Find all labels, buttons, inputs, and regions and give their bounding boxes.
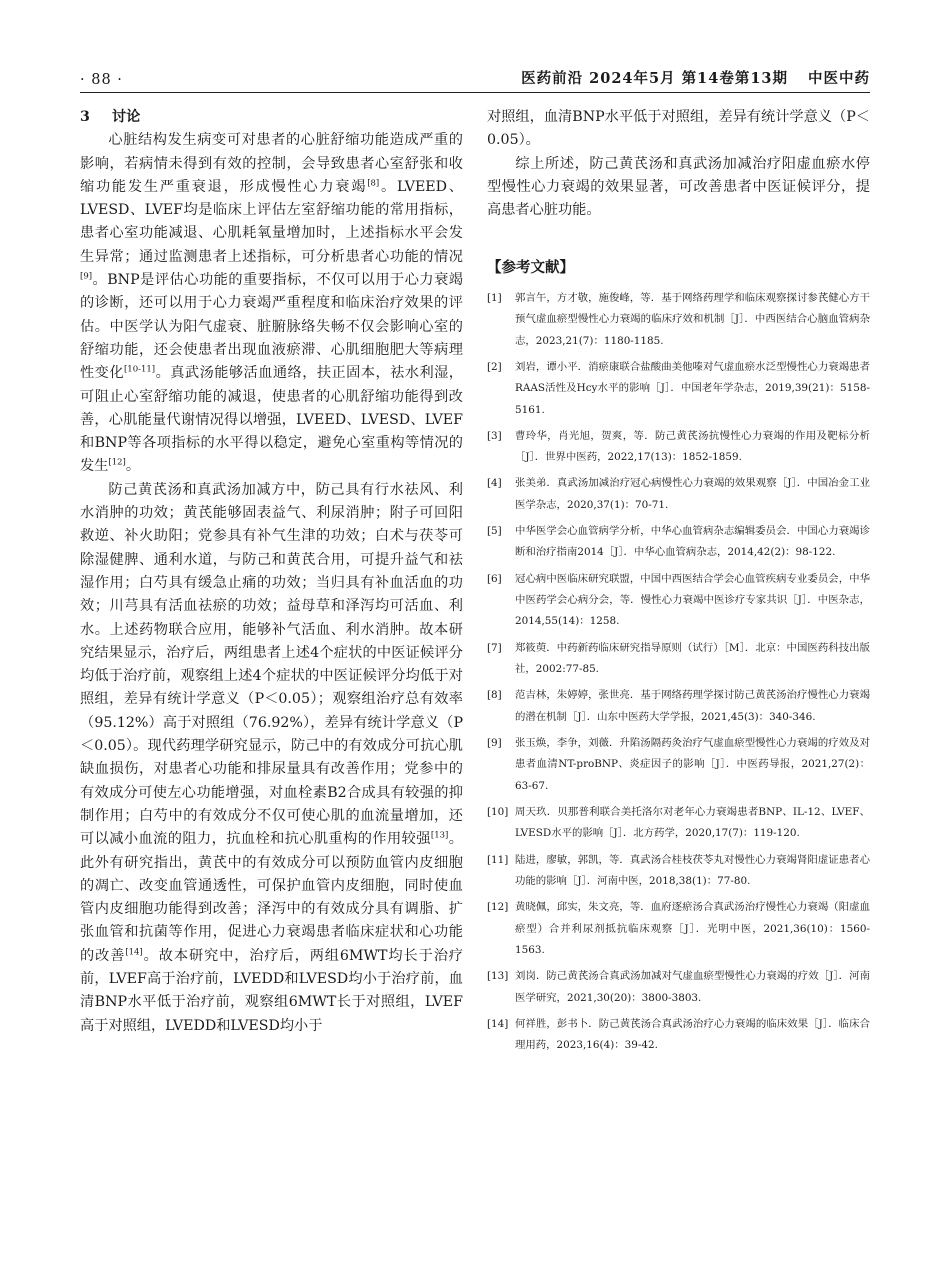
section-number: 3 <box>80 109 90 125</box>
reference-number: [5] <box>487 525 502 538</box>
reference-text: 刘岩，谭小平．消瘀康联合盐酸曲美他嗪对气虚血瘀水泛型慢性心力衰竭患者RAAS活性及Hcy水平的影响［J］．中国老年学杂志，2019,39(21)：5158-5161. <box>515 360 870 416</box>
citation: [8] <box>367 178 380 189</box>
reference-text: 郑筱萸．中药新药临床研究指导原则（试行）［M］．北京：中国医药科技出版社，2002:77-85. <box>515 641 870 676</box>
reference-item <box>487 733 870 797</box>
citation: [10-11] <box>123 364 156 375</box>
reference-item <box>487 850 870 893</box>
text-run: 。此外有研究指出，黄芪中的有效成分可以预防血管内皮细胞的凋亡、改变血管通透性，可保护血管内皮细胞，同时使血管内皮细胞功能得到改善；泽泻中的有效成分具有调脂、扩张血管和抗菌等作用，促进心力衰竭患者临床症状和心功能的改善 <box>80 831 463 964</box>
citation: [12] <box>108 457 126 468</box>
text-run: 。故本研究中，治疗后，两组6MWT均长于治疗前，LVEF高于治疗前，LVEDD和LVESD均小于治疗前，血清BNP水平低于治疗前，观察组6MWT长于对照组，LVEF高于对照组，LVEDD和LVESD均小于 <box>80 947 463 1034</box>
reference-text: 郭言午，方才敬，施俊峰，等．基于网络药理学和临床观察探讨参芪健心方干预气虚血瘀型慢性心力衰竭的临床疗效和机制［J］．中西医结合心脑血管病杂志，2023,21(7)：1180-1185. <box>515 291 870 347</box>
reference-number: [4] <box>487 477 502 490</box>
header-right <box>521 67 870 88</box>
reference-number: [3] <box>487 429 502 442</box>
reference-text: 冠心病中医临床研究联盟，中国中西医结合学会心血管疾病专业委员会，中华中医药学会心病分会，等．慢性心力衰竭中医诊疗专家共识［J］．中医杂志，2014,55(14)：1258. <box>515 572 870 628</box>
section-heading <box>80 106 463 129</box>
reference-text: 张美弟．真武汤加减治疗冠心病慢性心力衰竭的效果观察［J］．中国冶金工业医学杂志，2020,37(1)：70-71. <box>515 477 870 511</box>
reference-list <box>487 288 870 1057</box>
reference-number: [8] <box>487 689 502 702</box>
right-column <box>487 106 870 1061</box>
reference-number: [9] <box>487 736 502 749</box>
reference-text: 刘岗．防己黄芪汤合真武汤加减对气虚血瘀型慢性心力衰竭的疗效［J］．河南医学研究，2021,30(20)：3800-3803. <box>515 970 870 1004</box>
reference-text: 张玉焕，李争，刘薇．升陷汤隔药灸治疗气虚血瘀型慢性心力衰竭的疗效及对患者血清NT-proBNP、炎症因子的影响［J］．中医药导报，2021,27(2)：63-67. <box>515 736 870 792</box>
reference-item <box>487 473 870 516</box>
citation: [13] <box>430 830 449 841</box>
text-run: 。 <box>125 458 141 475</box>
text-run: 。LVEED、LVESD、LVEF均是临床上评估左室舒缩功能的常用指标，患者心室功能减退、心肌耗氧量增加时，上述指标水平会发生异常；通过监测患者上述指标，可分析患者心功能的情况 <box>80 178 463 265</box>
reference-number: [14] <box>487 1017 509 1030</box>
reference-item <box>487 685 870 728</box>
reference-number: [10] <box>487 805 509 818</box>
section-title: 讨论 <box>111 109 141 125</box>
reference-number: [7] <box>487 641 502 654</box>
reference-number: [12] <box>487 901 509 914</box>
reference-item <box>487 966 870 1009</box>
reference-item <box>487 1014 870 1057</box>
header-divider <box>80 92 870 93</box>
column-name: 中医中药 <box>808 70 870 87</box>
reference-number: [13] <box>487 970 509 983</box>
left-column <box>80 106 463 1038</box>
reference-item <box>487 897 870 961</box>
discussion-paragraph-2 <box>80 479 463 1038</box>
text-run: 。真武汤能够活血通络，扶正固本，祛水利湿，可阻止心室舒缩功能的减退，使患者的心肌舒缩功能得到改善，心肌能量代谢情况得以增强，LVEED、LVESD、LVEF和BNP等各项指标的水平得以稳定，避免心室重构等情况的发生 <box>80 365 463 475</box>
reference-text: 何祥胜，彭书卜．防己黄芪汤合真武汤治疗心力衰竭的临床效果［J］．临床合理用药，2023,16(4)：39-42. <box>515 1017 870 1052</box>
reference-text: 中华医学会心血管病学分析，中华心血管病杂志编辑委员会．中国心力衰竭诊断和治疗指南2014［J］．中华心血管病杂志，2014,42(2)：98-122. <box>515 525 870 559</box>
reference-item <box>487 521 870 564</box>
citation: [14] <box>125 946 143 957</box>
journal-info: 医药前沿 2024年5月 第14卷第13期 <box>521 70 788 87</box>
discussion-paragraph-2-continued: 对照组，血清BNP水平低于对照组，差异有统计学意义（P＜0.05）。 <box>487 109 870 149</box>
reference-number: [11] <box>487 853 509 866</box>
page-number: · 88 · <box>80 72 123 88</box>
text-run: 心脏结构发生病变可对患者的心脏舒缩功能造成严重的影响，若病情未得到有效的控制，会导致患者心室舒张和收缩功能发生严重衰退，形成慢性心力衰竭 <box>80 132 463 195</box>
reference-item <box>487 357 870 421</box>
reference-item <box>487 426 870 469</box>
citation: [9] <box>80 271 93 282</box>
reference-item <box>487 802 870 845</box>
reference-text: 周天玖．贝那普利联合美托洛尔对老年心力衰竭患者BNP、IL-12、LVEF、LVESD水平的影响［J］．北方药学，2020,17(7)：119-120. <box>515 805 870 840</box>
reference-item <box>487 288 870 352</box>
conclusion-paragraph: 综上所述，防己黄芪汤和真武汤加减治疗阳虚血瘀水停型慢性心力衰竭的效果显著，可改善患者中医证候评分，提高患者心脏功能。 <box>487 155 870 219</box>
discussion-paragraph-1 <box>80 129 463 478</box>
text-run: 。BNP是评估心功能的重要指标，不仅可以用于心力衰竭的诊断，还可以用于心力衰竭严重程度和临床治疗效果的评估。中医学认为阳气虚衰、脏腑脉络失畅不仅会影响心室的舒缩功能，还会使患者出现血液瘀滞、心肌细胞肥大等病理性变化 <box>80 272 463 382</box>
reference-number: [1] <box>487 291 502 304</box>
reference-text: 陆进，廖敏，郭凯，等．真武汤合桂枝茯苓丸对慢性心力衰竭肾阳虚证患者心功能的影响［J］．河南中医，2018,38(1)：77-80. <box>515 853 870 887</box>
reference-item <box>487 638 870 681</box>
text-run: 防己黄芪汤和真武汤加减方中，防己具有行水祛风、利水消肿的功效；黄芪能够固表益气、利尿消肿；附子可回阳救逆、补火助阳；党参具有补气生津的功效；白术与茯苓可除湿健脾、通利水道，与防己和黄芪合用，可提升益气和祛湿作用；白芍具有缓急止痛的功效；当归具有补血活血的功效；川芎具有活血祛瘀的功效；益母草和泽泻均可活血、利水。上述药物联合应用，能够补气活血、利水消肿。故本研究结果显示，治疗后，两组患者上述4个症状的中医证候评分均低于治疗前，观察组上述4个症状的中医证候评分均低于对照组，差异有统计学意义（P＜0.05）；观察组治疗总有效率（95.12%）高于对照组（76.92%），差异有统计学意义（P＜0.05）。现代药理学研究显示，防己中的有效成分可抗心肌缺血损伤，对患者心功能和排尿量具有改善作用；党参中的有效成分可使左心功能增强，对血栓素B2合成具有较强的抑制作用；白芍中的有效成分不仅可使心肌的血流量增加，还可以减小血流的阻力，抗血栓和抗心肌重构的作用较强 <box>80 481 463 848</box>
reference-item <box>487 569 870 633</box>
reference-text: 曹玲华，肖光旭，贺爽，等．防己黄芪汤抗慢性心力衰竭的作用及靶标分析［J］．世界中医药，2022,17(13)：1852-1859. <box>515 429 870 464</box>
reference-text: 范吉林，朱婷婷，张世亮．基于网络药理学探讨防己黄芪汤治疗慢性心力衰竭的潜在机制［J］．山东中医药大学学报，2021,45(3)：340-346. <box>515 689 870 723</box>
references-heading: 【参考文献】 <box>487 259 574 277</box>
page-header <box>80 62 870 88</box>
reference-number: [2] <box>487 360 502 373</box>
reference-number: [6] <box>487 572 502 585</box>
reference-text: 黄晓佩，邱实，朱文亮，等．血府逐瘀汤合真武汤治疗慢性心力衰竭（阳虚血瘀型）合并利尿剂抵抗临床观察［J］．光明中医，2021,36(10)：1560-1563. <box>515 901 870 956</box>
